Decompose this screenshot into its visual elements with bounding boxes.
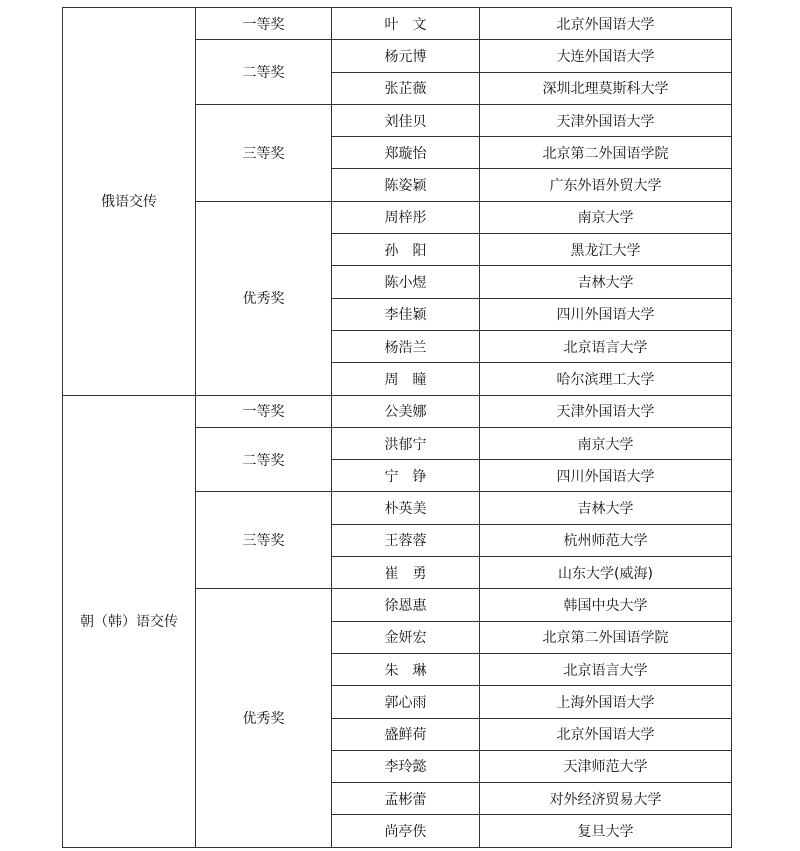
winner-name-cell: 金妍宏 xyxy=(332,621,480,653)
winner-name-cell: 杨浩兰 xyxy=(332,330,480,362)
winner-name-cell: 李玲懿 xyxy=(332,750,480,782)
award-level-cell: 二等奖 xyxy=(196,40,332,105)
awards-table-body xyxy=(63,8,732,848)
school-cell: 天津外国语大学 xyxy=(480,104,732,136)
winner-name-cell: 周 瞳 xyxy=(332,363,480,395)
category-cell: 俄语交传 xyxy=(63,8,196,396)
school-cell: 北京外国语大学 xyxy=(480,8,732,40)
school-cell: 北京外国语大学 xyxy=(480,718,732,750)
winner-name-cell: 洪郁宁 xyxy=(332,427,480,459)
winner-name-cell: 徐恩惠 xyxy=(332,589,480,621)
school-cell: 北京语言大学 xyxy=(480,330,732,362)
winner-name-cell: 陈小煜 xyxy=(332,266,480,298)
winner-name-cell: 周梓彤 xyxy=(332,201,480,233)
school-cell: 复旦大学 xyxy=(480,815,732,847)
school-cell: 广东外语外贸大学 xyxy=(480,169,732,201)
school-cell: 山东大学(威海) xyxy=(480,557,732,589)
award-level-cell: 三等奖 xyxy=(196,104,332,201)
award-level-cell: 二等奖 xyxy=(196,427,332,492)
winner-name-cell: 张芷薇 xyxy=(332,72,480,104)
winner-name-cell: 叶 文 xyxy=(332,8,480,40)
school-cell: 吉林大学 xyxy=(480,492,732,524)
table-row xyxy=(63,395,732,427)
school-cell: 南京大学 xyxy=(480,427,732,459)
school-cell: 深圳北理莫斯科大学 xyxy=(480,72,732,104)
winner-name-cell: 朱 琳 xyxy=(332,653,480,685)
winner-name-cell: 郑璇怡 xyxy=(332,137,480,169)
school-cell: 北京第二外国语学院 xyxy=(480,621,732,653)
school-cell: 黑龙江大学 xyxy=(480,234,732,266)
winner-name-cell: 宁 铮 xyxy=(332,460,480,492)
winner-name-cell: 刘佳贝 xyxy=(332,104,480,136)
winner-name-cell: 尚亭佚 xyxy=(332,815,480,847)
school-cell: 杭州师范大学 xyxy=(480,524,732,556)
school-cell: 对外经济贸易大学 xyxy=(480,783,732,815)
winner-name-cell: 孟彬蕾 xyxy=(332,783,480,815)
school-cell: 哈尔滨理工大学 xyxy=(480,363,732,395)
award-level-cell: 一等奖 xyxy=(196,395,332,427)
school-cell: 韩国中央大学 xyxy=(480,589,732,621)
award-level-cell: 优秀奖 xyxy=(196,201,332,395)
winner-name-cell: 陈姿颖 xyxy=(332,169,480,201)
school-cell: 上海外国语大学 xyxy=(480,686,732,718)
award-level-cell: 一等奖 xyxy=(196,8,332,40)
winner-name-cell: 盛鲜荷 xyxy=(332,718,480,750)
winner-name-cell: 王蓉蓉 xyxy=(332,524,480,556)
winner-name-cell: 公美娜 xyxy=(332,395,480,427)
school-cell: 天津师范大学 xyxy=(480,750,732,782)
school-cell: 南京大学 xyxy=(480,201,732,233)
winner-name-cell: 朴英美 xyxy=(332,492,480,524)
winner-name-cell: 崔 勇 xyxy=(332,557,480,589)
award-level-cell: 三等奖 xyxy=(196,492,332,589)
school-cell: 北京语言大学 xyxy=(480,653,732,685)
school-cell: 四川外国语大学 xyxy=(480,460,732,492)
winner-name-cell: 杨元博 xyxy=(332,40,480,72)
winner-name-cell: 孙 阳 xyxy=(332,234,480,266)
award-level-cell: 优秀奖 xyxy=(196,589,332,847)
school-cell: 天津外国语大学 xyxy=(480,395,732,427)
school-cell: 吉林大学 xyxy=(480,266,732,298)
winner-name-cell: 郭心雨 xyxy=(332,686,480,718)
school-cell: 四川外国语大学 xyxy=(480,298,732,330)
school-cell: 北京第二外国语学院 xyxy=(480,137,732,169)
school-cell: 大连外国语大学 xyxy=(480,40,732,72)
winner-name-cell: 李佳颖 xyxy=(332,298,480,330)
awards-table xyxy=(62,7,732,848)
category-cell: 朝（韩）语交传 xyxy=(63,395,196,847)
table-row xyxy=(63,8,732,40)
